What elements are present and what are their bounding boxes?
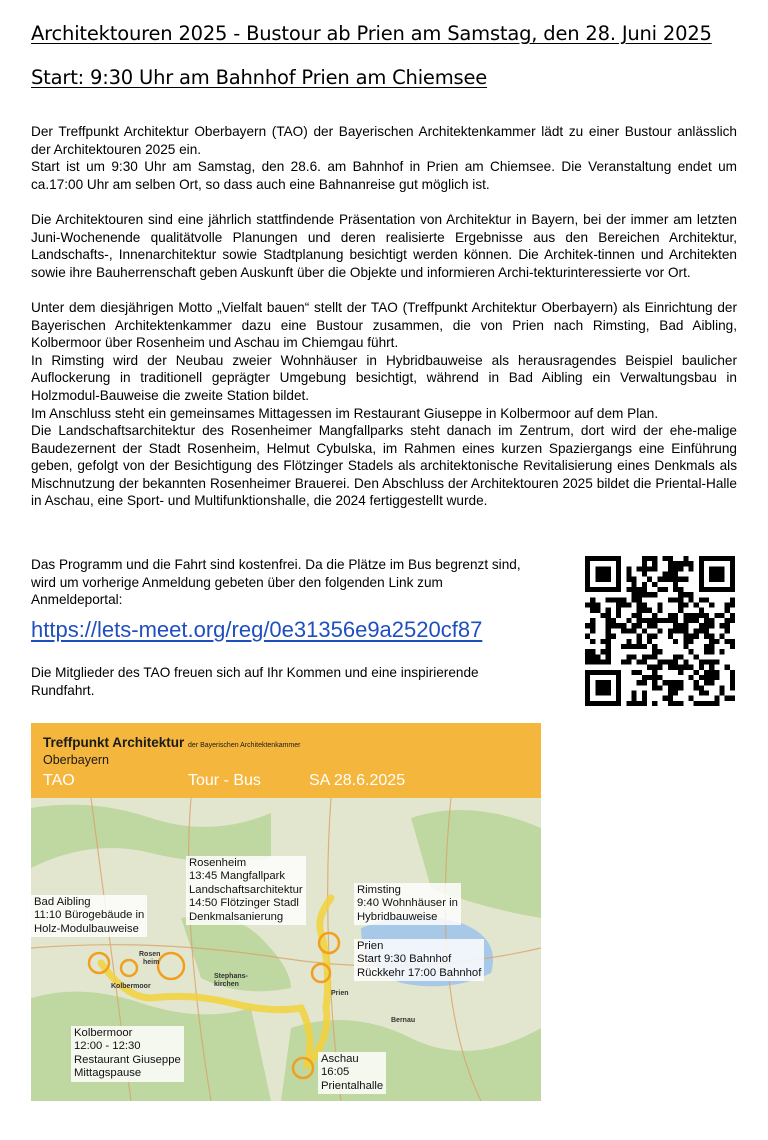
qr-code-icon[interactable] (585, 556, 735, 706)
start-heading: Start: 9:30 Uhr am Bahnhof Prien am Chiemsee (31, 66, 488, 89)
town-prien: Prien (331, 990, 349, 997)
paragraph-invitation: Der Treffpunkt Architektur Oberbayern (TAO) der Bayerischen Architektenkammer lädt zu einer Bustour anlässlich der Architektouren 2025 ein. (31, 124, 737, 157)
registration-link[interactable]: https://lets-meet.org/reg/0e31356e9a2520cf87 (31, 617, 483, 642)
stop-rosenheim: Rosenheim 13:45 Mangfallpark Landschaftsarchitektur 14:50 Flötzinger Stadl Denkmalsanierung (186, 856, 306, 925)
paragraph-start: Start ist um 9:30 Uhr am Samstag, den 28.6. am Bahnhof in Prien am Chiemsee. Die Veranstaltung endet um ca.17:00 Uhr am selben Ort, so dass auch eine Bahnanreise gut möglich ist. (31, 159, 737, 192)
stop-prien: Prien Start 9:30 Bahnhof Rückkehr 17:00 Bahnhof (354, 939, 484, 981)
closing-text: Die Mitglieder des TAO freuen sich auf Ihr Kommen und eine inspirierende Rundfahrt. (31, 665, 479, 698)
flyer-tao: TAO (43, 772, 75, 789)
svg-text:kirchen: kirchen (214, 981, 239, 988)
stop-kolbermoor: Kolbermoor 12:00 - 12:30 Restaurant Giuseppe Mittagspause (71, 1026, 184, 1082)
town-rosenheim: Rosen (139, 951, 161, 958)
stop-rimsting: Rimsting 9:40 Wohnhäuser in Hybridbauweise (354, 883, 461, 925)
intro-section (31, 123, 737, 510)
stop-aschau: Aschau 16:05 Prientalhalle (318, 1052, 386, 1094)
tour-flyer (31, 723, 541, 1101)
flyer-org-name: Treffpunkt Architektur der Bayerischen Architektenkammer (43, 735, 301, 750)
document-title: Architektouren 2025 - Bustour ab Prien am Samstag, den 28. Juni 2025 (31, 22, 712, 45)
stop-bad-aibling: Bad Aibling 11:10 Bürogebäude in Holz-Modulbauweise (31, 895, 147, 937)
flyer-date: SA 28.6.2025 (309, 772, 406, 789)
svg-text:heim: heim (143, 959, 160, 966)
flyer-tour: Tour - Bus (188, 772, 261, 789)
town-kolbermoor: Kolbermoor (111, 983, 151, 990)
town-stephanskirchen: Stephans- (214, 973, 248, 980)
paragraph-architektouren: Die Architektouren sind eine jährlich stattfindende Präsentation von Architektur in Bayern, bei der immer am letzten Juni-Wochenende qualitätvolle Planungen und deren realisierte Ergebnisse aus den Bereichen Architektur, Landschafts-, Innenarchitektur sowie Stadtplanung besichtigt werden können. Die Architek-tinnen und Architekten sowie ihre Bauherrenschaft geben Auskunft über die Objekte und informieren Archi-tekturinteressierte vor Ort. (31, 211, 737, 280)
flyer-org-sub: der Bayerischen Architektenkammer (188, 742, 301, 749)
paragraph-rimsting: In Rimsting wird der Neubau zweier Wohnhäuser in Hybridbauweise als herausragendes Beispiel baulicher Auflockerung in traditionell geprägter Umgebung besichtigt, während in Bad Aibling ein Verwaltungsbau in Holzmodul-Bauweise die zweite Station bildet. (31, 352, 737, 403)
town-bernau: Bernau (391, 1017, 416, 1024)
flyer-banner (31, 723, 541, 798)
paragraph-mangfallpark: Die Landschaftsarchitektur des Rosenheimer Mangfallparks steht danach im Zentrum, dort wird der ehe-malige Baudezernent der Stadt Rosenheim, Helmut Cybulska, im Rahmen eines kurzen Spaziergangs eine Einführung geben, gefolgt von der Besichtigung des Flötzinger Stadels als architektonische Revitalisierung eines Denkmals als Mischnutzung der bekannten Rosenheimer Brauerei. Den Abschluss der Architektouren 2025 bildet die Priental-Halle in Aschau, eine Sport- und Multifunktionshalle, die 2024 fertiggestellt wurde. (31, 423, 737, 509)
paragraph-lunch: Im Anschluss steht ein gemeinsames Mittagessen im Restaurant Giuseppe in Kolbermoor auf dem Plan. (31, 405, 659, 421)
registration-text: Das Programm und die Fahrt sind kostenfrei. Da die Plätze im Bus begrenzt sind, wird um vorherige Anmeldung gebeten über den folgenden Link zum Anmeldeportal: (31, 557, 521, 608)
flyer-region: Oberbayern (43, 753, 110, 767)
paragraph-motto: Unter dem diesjährigen Motto „Vielfalt bauen“ stellt der TAO (Treffpunkt Architektur Oberbayern) als Einrichtung der Bayerischen Architektenkammer dazu eine Bustour zusammen, die von Prien nach Rimsting, Bad Aibling, Kolbermoor über Rosenheim und Aschau im Chiemgau führt. (31, 299, 737, 351)
